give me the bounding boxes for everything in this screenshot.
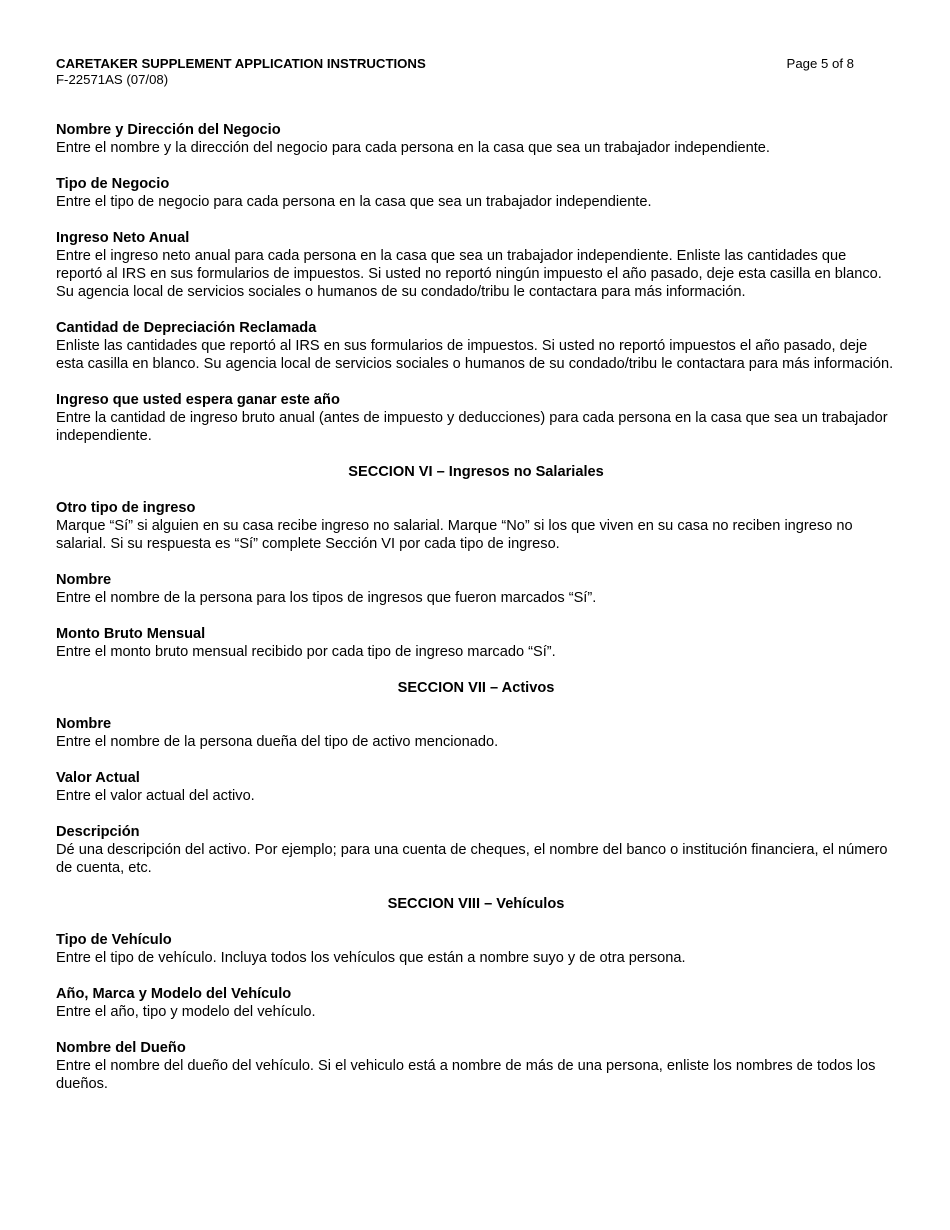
entry-heading: Tipo de Negocio bbox=[56, 176, 170, 192]
page-header bbox=[56, 56, 854, 88]
entry-heading: Descripción bbox=[56, 824, 140, 840]
entry-valor-actual bbox=[56, 769, 896, 805]
entry-text: Enliste las cantidades que reportó al IRS en sus formularios de impuestos. Si usted no reportó impuestos el año pasado, deje esta casilla en blanco. Su agencia local de servicios sociales o humanos de su condado/tribu le contactara para más información. bbox=[56, 338, 894, 372]
entry-nombre-dueno bbox=[56, 1039, 896, 1093]
entry-heading: Monto Bruto Mensual bbox=[56, 626, 206, 642]
section-vii-heading: SECCION VII – Activos bbox=[397, 680, 555, 696]
entry-heading: Año, Marca y Modelo del Vehículo bbox=[56, 986, 292, 1002]
entry-heading: Nombre bbox=[56, 716, 112, 732]
entry-heading: Ingreso que usted espera ganar este año bbox=[56, 392, 340, 408]
entry-tipo-negocio bbox=[56, 175, 896, 211]
entry-ingreso-espera bbox=[56, 391, 896, 445]
form-number: F-22571AS (07/08) bbox=[56, 72, 169, 87]
document-title: CARETAKER SUPPLEMENT APPLICATION INSTRUCTIONS bbox=[56, 56, 426, 71]
entry-text: Entre el año, tipo y modelo del vehículo. bbox=[56, 1004, 316, 1020]
entry-text: Entre el nombre de la persona para los tipos de ingresos que fueron marcados “Sí”. bbox=[56, 590, 597, 606]
entry-otro-tipo-ingreso bbox=[56, 499, 896, 553]
entry-ingreso-neto-anual bbox=[56, 229, 896, 301]
entry-nombre-direccion-negocio bbox=[56, 121, 896, 157]
entry-text: Entre el monto bruto mensual recibido por cada tipo de ingreso marcado “Sí”. bbox=[56, 644, 556, 660]
entry-descripcion bbox=[56, 823, 896, 877]
entry-heading: Nombre y Dirección del Negocio bbox=[56, 122, 281, 138]
entry-heading: Cantidad de Depreciación Reclamada bbox=[56, 320, 317, 336]
entry-text: Marque “Sí” si alguien en su casa recibe ingreso no salarial. Marque “No” si los que viven en su casa no reciben ingreso no salarial. Si su respuesta es “Sí” complete Sección VI por cada tipo de ingreso. bbox=[56, 518, 853, 552]
entry-heading: Nombre del Dueño bbox=[56, 1040, 186, 1056]
document-body bbox=[56, 121, 896, 1111]
entry-nombre-vi bbox=[56, 571, 896, 607]
section-viii-heading: SECCION VIII – Vehículos bbox=[387, 896, 565, 912]
entry-tipo-vehiculo bbox=[56, 931, 896, 967]
page-number: Page 5 of 8 bbox=[786, 56, 854, 71]
entry-heading: Otro tipo de ingreso bbox=[56, 500, 196, 516]
entry-text: Entre el tipo de negocio para cada persona en la casa que sea un trabajador independiente. bbox=[56, 194, 652, 210]
entry-ano-marca-modelo bbox=[56, 985, 896, 1021]
entry-nombre-vii bbox=[56, 715, 896, 751]
entry-depreciacion bbox=[56, 319, 896, 373]
entry-heading: Valor Actual bbox=[56, 770, 140, 786]
entry-text: Entre el valor actual del activo. bbox=[56, 788, 255, 804]
section-vi-heading: SECCION VI – Ingresos no Salariales bbox=[348, 464, 604, 480]
entry-heading: Ingreso Neto Anual bbox=[56, 230, 190, 246]
entry-text: Entre el tipo de vehículo. Incluya todos los vehículos que están a nombre suyo y de otra persona. bbox=[56, 950, 686, 966]
entry-text: Entre el nombre del dueño del vehículo. Si el vehiculo está a nombre de más de una persona, enliste los nombres de todos los dueños. bbox=[56, 1058, 876, 1092]
entry-text: Entre el nombre y la dirección del negocio para cada persona en la casa que sea un trabajador independiente. bbox=[56, 140, 770, 156]
entry-heading: Tipo de Vehículo bbox=[56, 932, 172, 948]
entry-text: Entre la cantidad de ingreso bruto anual (antes de impuesto y deducciones) para cada persona en la casa que sea un trabajador independiente. bbox=[56, 410, 888, 444]
entry-monto-bruto-mensual bbox=[56, 625, 896, 661]
entry-text: Entre el nombre de la persona dueña del tipo de activo mencionado. bbox=[56, 734, 499, 750]
entry-text: Entre el ingreso neto anual para cada persona en la casa que sea un trabajador independiente. Enliste las cantidades que reportó al IRS en sus formularios de impuestos. Si usted no reportó ningún impuesto el año pasado, deje esta casilla en blanco. Su agencia local de servicios sociales o humanos de su condado/tribu le contactara para más información. bbox=[56, 248, 882, 300]
entry-heading: Nombre bbox=[56, 572, 112, 588]
entry-text: Dé una descripción del activo. Por ejemplo; para una cuenta de cheques, el nombre del banco o institución financiera, el número de cuenta, etc. bbox=[56, 842, 888, 876]
